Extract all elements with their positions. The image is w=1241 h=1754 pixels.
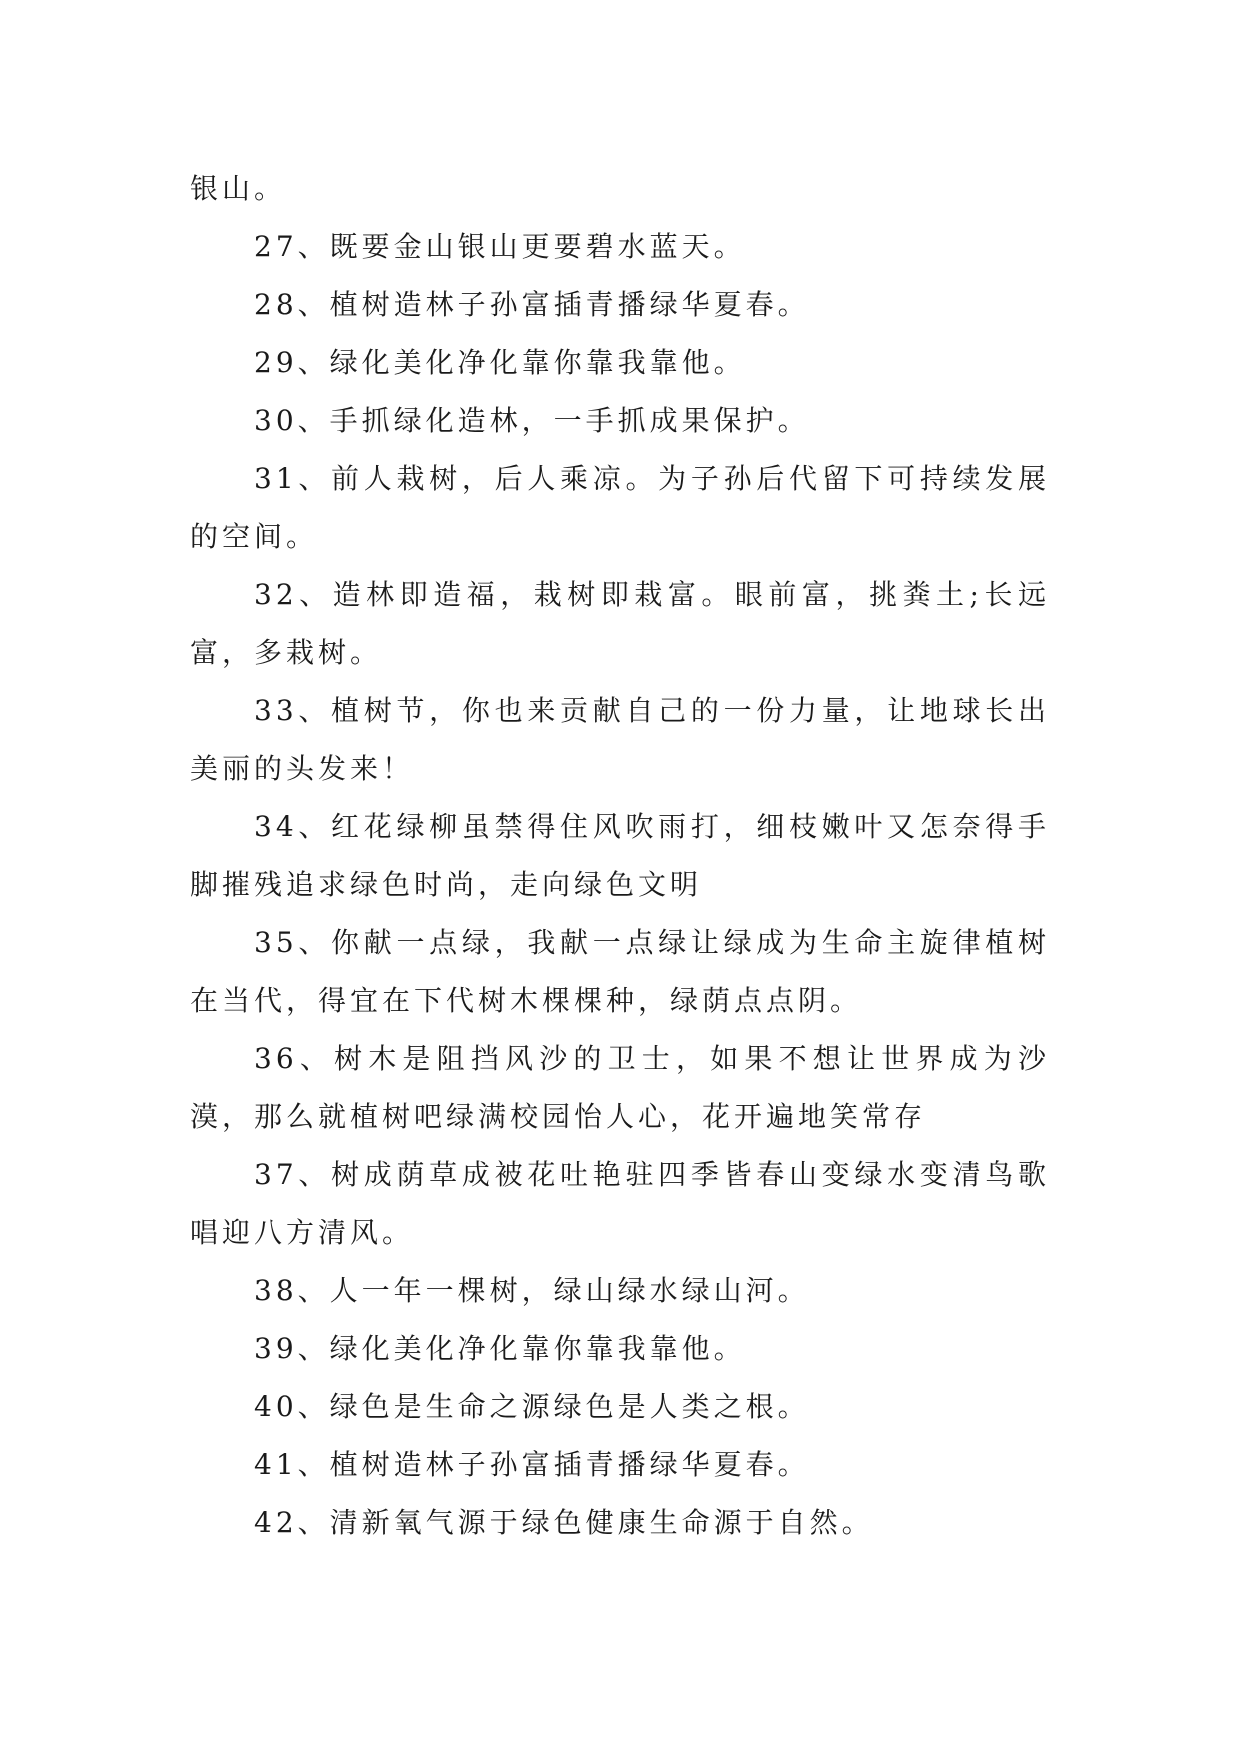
paragraph-40: 40、绿色是生命之源绿色是人类之根。 — [254, 1390, 810, 1423]
paragraph-32: 32、造林即造福，栽树即栽富。眼前富，挑粪土;长远富，多栽树。 — [190, 578, 1050, 669]
paragraph-37: 37、树成荫草成被花吐艳驻四季皆春山变绿水变清鸟歌唱迎八方清风。 — [190, 1158, 1050, 1249]
document-body — [190, 160, 1050, 1552]
paragraph-42: 42、清新氧气源于绿色健康生命源于自然。 — [254, 1506, 874, 1539]
paragraph-30: 30、手抓绿化造林，一手抓成果保护。 — [254, 404, 810, 437]
paragraph-27: 27、既要金山银山更要碧水蓝天。 — [254, 230, 746, 263]
paragraph-29: 29、绿化美化净化靠你靠我靠他。 — [254, 346, 746, 379]
paragraph-38: 38、人一年一棵树，绿山绿水绿山河。 — [254, 1274, 810, 1307]
paragraph-36: 36、树木是阻挡风沙的卫士，如果不想让世界成为沙漠，那么就植树吧绿满校园怡人心，花开遍地笑常存 — [190, 1042, 1050, 1133]
paragraph-continuation: 银山。 — [190, 172, 287, 205]
paragraph-39: 39、绿化美化净化靠你靠我靠他。 — [254, 1332, 746, 1365]
paragraph-35: 35、你献一点绿，我献一点绿让绿成为生命主旋律植树在当代，得宜在下代树木棵棵种，绿荫点点阴。 — [190, 926, 1050, 1017]
paragraph-31: 31、前人栽树，后人乘凉。为子孙后代留下可持续发展的空间。 — [190, 462, 1050, 553]
paragraph-33: 33、植树节，你也来贡献自己的一份力量，让地球长出美丽的头发来！ — [190, 694, 1050, 785]
paragraph-28: 28、植树造林子孙富插青播绿华夏春。 — [254, 288, 810, 321]
paragraph-41: 41、植树造林子孙富插青播绿华夏春。 — [254, 1448, 810, 1481]
paragraph-34: 34、红花绿柳虽禁得住风吹雨打，细枝嫩叶又怎奈得手脚摧残追求绿色时尚，走向绿色文明 — [190, 810, 1050, 901]
